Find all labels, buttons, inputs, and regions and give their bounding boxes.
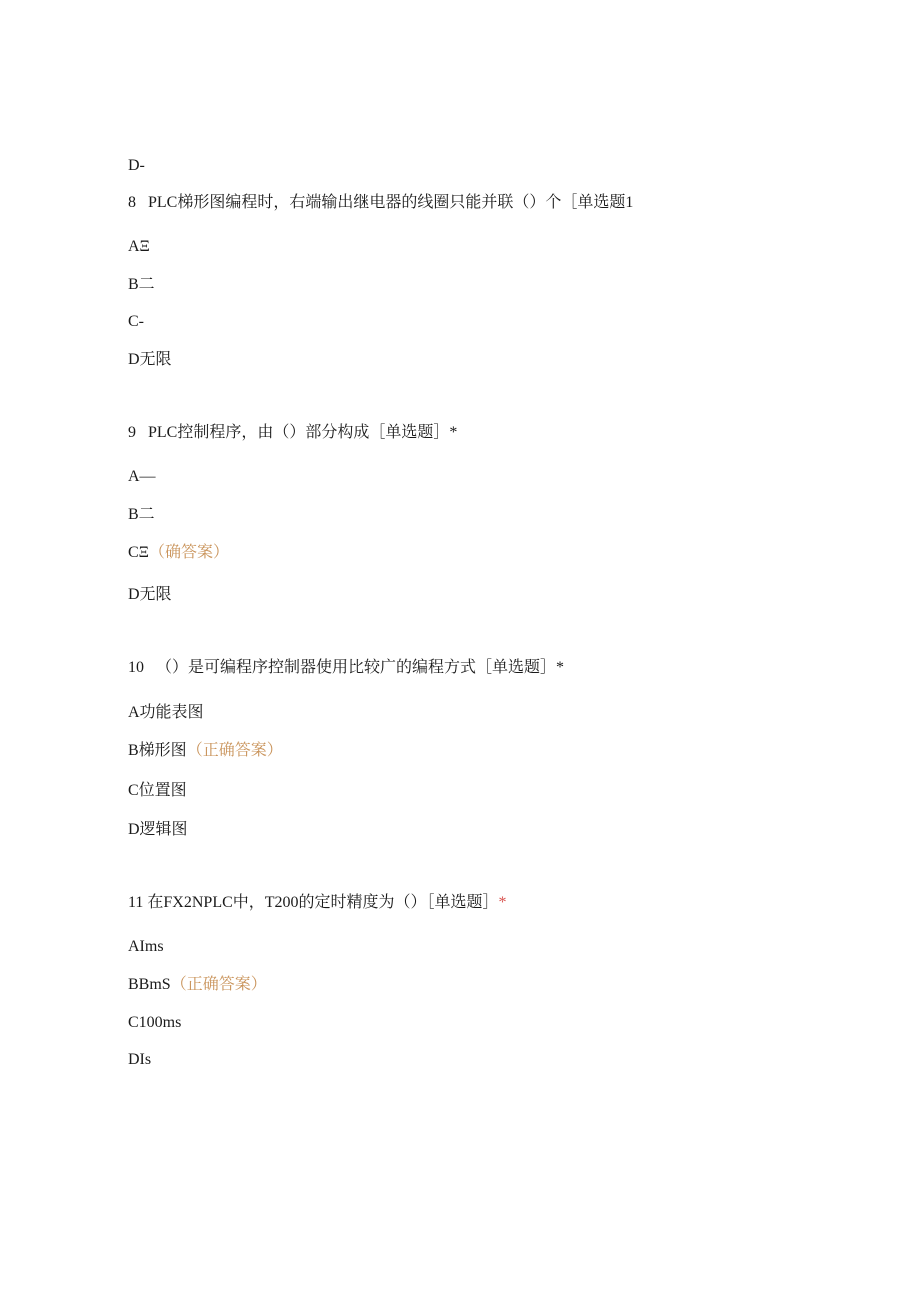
question-number: 9 (128, 424, 136, 441)
question-8-option-a[interactable] (128, 237, 150, 257)
correct-answer-note: （正确答案） (170, 976, 267, 993)
option-label: A— (128, 468, 156, 485)
question-8-option-b[interactable] (128, 275, 155, 295)
question-text: （）是可编程序控制器使用比较广的编程方式［单选题］* (156, 659, 565, 676)
option-label: D逻辑图 (128, 821, 188, 838)
option-label: B梯形图 (128, 742, 187, 759)
question-10-title (128, 658, 564, 678)
question-11-option-b[interactable] (128, 975, 267, 995)
question-11-option-a[interactable] (128, 937, 164, 957)
question-text: PLC控制程序，由（）部分构成［单选题］* (148, 424, 458, 441)
question-text: PLC梯形图编程时，右端输出继电器的线圈只能并联（）个［单选题1 (148, 194, 634, 211)
question-text: 在FX2NPLC中，T200的定时精度为（）［单选题］ (147, 894, 499, 911)
correct-answer-note: （确答案） (148, 544, 229, 561)
question-11-option-c[interactable] (128, 1013, 181, 1033)
option-d-continued (128, 156, 145, 176)
question-9-option-c[interactable] (128, 543, 229, 563)
option-label: C100ms (128, 1014, 182, 1031)
option-label: BBmS (128, 976, 171, 993)
option-label: A功能表图 (128, 704, 204, 721)
option-label: AΞ (128, 238, 150, 255)
option-label: D无限 (128, 351, 172, 368)
question-11-title (128, 893, 507, 913)
question-9-title (128, 423, 457, 443)
question-number: 11 (128, 894, 144, 911)
question-10-option-a[interactable] (128, 703, 204, 723)
option-label: B二 (128, 276, 155, 293)
option-label: B二 (128, 506, 155, 523)
option-label: D- (128, 157, 145, 174)
question-9-option-a[interactable] (128, 467, 156, 487)
question-number: 8 (128, 194, 136, 211)
question-8-option-c[interactable] (128, 312, 144, 332)
required-mark: * (498, 894, 507, 911)
question-10-option-b[interactable] (128, 741, 283, 761)
question-8-option-d[interactable] (128, 350, 172, 370)
question-number: 10 (128, 659, 144, 676)
option-label: D无限 (128, 586, 172, 603)
question-10-option-d[interactable] (128, 820, 188, 840)
option-label: DIs (128, 1051, 152, 1068)
correct-answer-note: （正确答案） (186, 742, 283, 759)
question-11-option-d[interactable] (128, 1050, 151, 1070)
question-9-option-d[interactable] (128, 585, 172, 605)
option-label: AIms (128, 938, 164, 955)
question-9-option-b[interactable] (128, 505, 155, 525)
question-8-title (128, 193, 633, 213)
option-label: CΞ (128, 544, 149, 561)
question-10-option-c[interactable] (128, 781, 187, 801)
option-label: C位置图 (128, 782, 187, 799)
option-label: C- (128, 313, 144, 330)
